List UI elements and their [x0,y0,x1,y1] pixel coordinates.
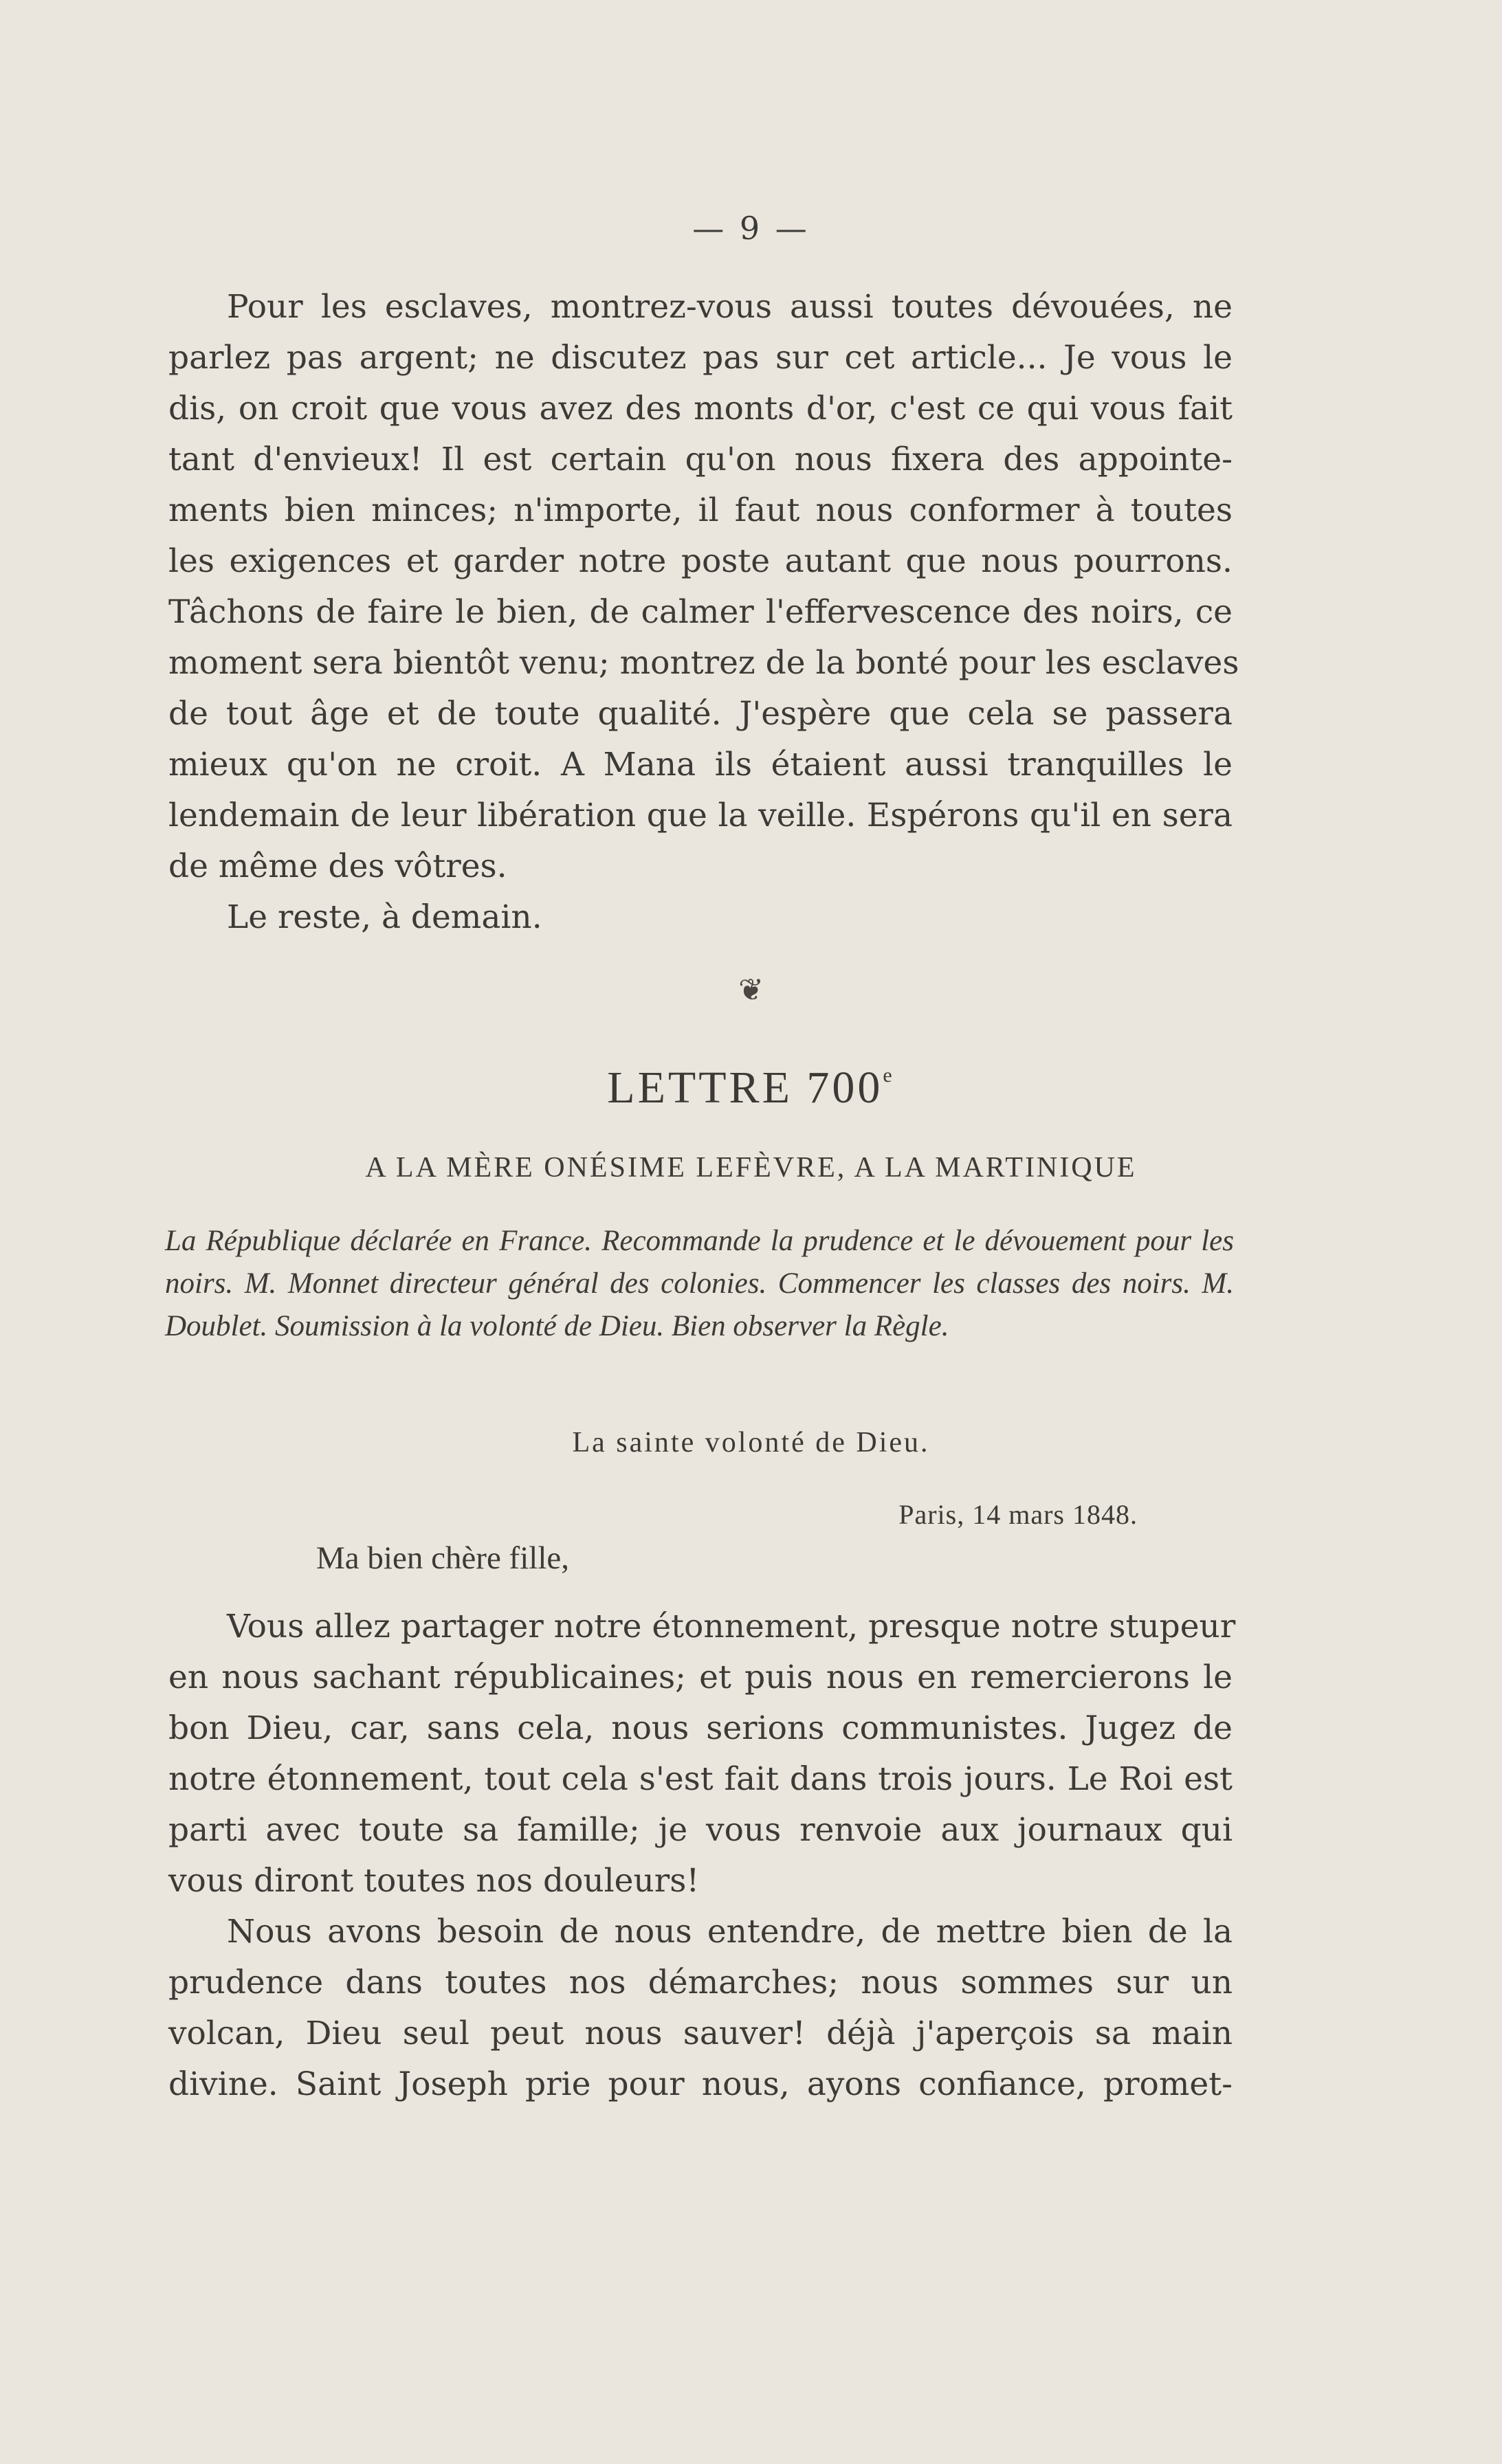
text-line: parlez pas argent; ne discutez pas sur cet article... Je vous le [168,339,1233,377]
letter-motto: La sainte volonté de Dieu. [572,1427,930,1458]
letter-number-suffix: e [883,1064,895,1087]
text-line: bon Dieu, car, sans cela, nous serions communistes. Jugez de [168,1709,1233,1747]
text-line: les exigences et garder notre poste autant que nous pourrons. [168,542,1233,580]
text-line: tant d'envieux! Il est certain qu'on nous fixera des appointe- [168,441,1233,478]
letter-recipient: A LA MÈRE ONÉSIME LEFÈVRE, A LA MARTINIQUE [365,1152,1137,1184]
letter-summary: La République déclarée en France. Recommande la prudence et le dévouement pour les noirs. M. Monnet directeur général des colonies. Commencer les classes des noirs. M. Doublet. Soumission à la volonté de Dieu. Bien observer la Règle. [165,1225,1234,1342]
text-line: Pour les esclaves, montrez-vous aussi toutes dévouées, ne [227,288,1233,326]
text-line: vous diront toutes nos douleurs! [168,1862,700,1900]
text-line: divine. Saint Joseph prie pour nous, ayons confiance, promet- [168,2065,1233,2103]
text-line: ments bien minces; n'importe, il faut nous conformer à toutes [168,491,1233,529]
letter-title [0,1062,1502,1114]
text-line: lendemain de leur libération que la veille. Espérons qu'il en sera [168,797,1233,834]
text-line: en nous sachant républicaines; et puis nous en remercierons le [168,1658,1233,1696]
paragraph-prudence [168,1907,1233,2110]
letter-dateline: Paris, 14 mars 1848. [898,1499,1138,1530]
fleuron-ornament-icon: ❦ [738,973,764,1008]
text-line: mieux qu'on ne croit. A Mana ils étaient aussi tranquilles le [168,746,1233,784]
closing-line: Le reste, à demain. [227,898,542,936]
text-line: Vous allez partager notre étonnement, presque notre stupeur [227,1608,1236,1645]
text-line: volcan, Dieu seul peut nous sauver! déjà j'aperçois sa main [168,2015,1233,2052]
text-line: notre étonnement, tout cela s'est fait dans trois jours. Le Roi est [168,1760,1233,1798]
text-line: moment sera bientôt venu; montrez de la bonté pour les esclaves [168,644,1239,682]
text-line: Nous avons besoin de nous entendre, de mettre bien de la [227,1913,1233,1951]
paragraph-etonnement [168,1601,1236,1907]
text-line: de tout âge et de toute qualité. J'espère que cela se passera [168,695,1233,733]
text-line: Tâchons de faire le bien, de calmer l'effervescence des noirs, ce [168,593,1233,631]
letter-number: LETTRE 700 [607,1063,883,1113]
letter-salutation: Ma bien chère fille, [316,1540,569,1576]
paragraph-esclaves [168,282,1239,943]
text-line: parti avec toute sa famille; je vous renvoie aux journaux qui [168,1811,1233,1849]
text-line: dis, on croit que vous avez des monts d'or, c'est ce qui vous fait [168,390,1233,428]
page-number: — 9 — [692,210,810,247]
text-line: prudence dans toutes nos démarches; nous sommes sur un [168,1964,1233,2001]
text-line: de même des vôtres. [168,847,507,885]
